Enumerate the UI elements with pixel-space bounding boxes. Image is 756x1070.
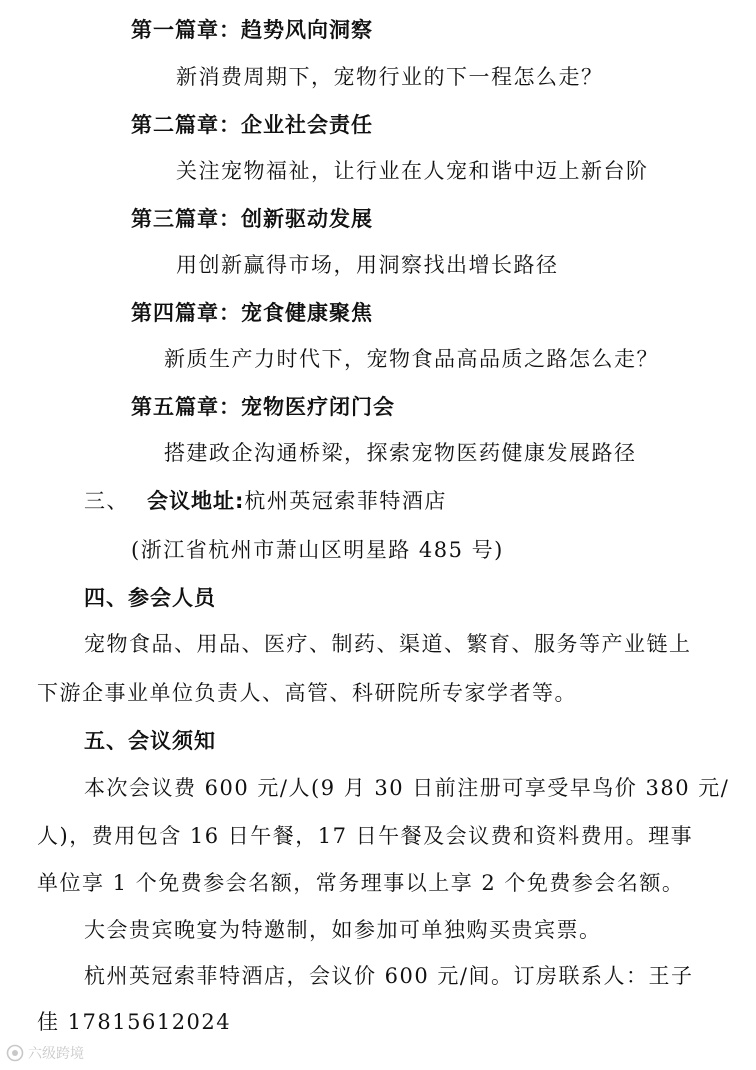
chapter-4-title: 第四篇章：宠食健康聚焦 (131, 301, 373, 325)
chapter-4-desc: 新质生产力时代下，宠物食品高品质之路怎么走？ (164, 347, 659, 371)
section-4-heading: 四、参会人员 (84, 586, 216, 610)
chapter-5-title: 第五篇章：宠物医疗闭门会 (131, 395, 395, 419)
venue-address: (浙江省杭州市萧山区明星路 485 号) (131, 538, 504, 562)
notice-line-1: 本次会议费 600 元/人(9 月 30 日前注册可享受早鸟价 380 元/ (84, 776, 730, 800)
notice-line-2: 人)，费用包含 16 日午餐，17 日午餐及会议费和资料费用。理事 (37, 824, 694, 848)
chapter-5-desc: 搭建政企沟通桥梁，探索宠物医药健康发展路径 (164, 441, 637, 465)
notice-line-3: 单位享 1 个免费参会名额，常务理事以上享 2 个免费参会名额。 (37, 871, 685, 895)
chapter-3-title: 第三篇章：创新驱动发展 (131, 207, 373, 231)
section-3-number: 三、 (84, 489, 129, 513)
chapter-2-desc: 关注宠物福祉，让行业在人宠和谐中迈上新台阶 (176, 159, 649, 183)
notice-line-4: 大会贵宾晚宴为特邀制，如参加可单独购买贵宾票。 (84, 918, 602, 942)
watermark (6, 1043, 84, 1063)
chapter-2-title: 第二篇章：企业社会责任 (131, 113, 373, 137)
watermark-text: 六级跨境 (28, 1046, 84, 1062)
venue-name: 杭州英冠索菲特酒店 (244, 489, 447, 513)
attendees-line-2: 下游企事业单位负责人、高管、科研院所专家学者等。 (37, 681, 577, 705)
chapter-3-desc: 用创新赢得市场，用洞察找出增长路径 (176, 253, 559, 277)
notice-line-5: 杭州英冠索菲特酒店，会议价 600 元/间。订房联系人：王子 (84, 964, 694, 988)
section-5-heading: 五、会议须知 (84, 729, 216, 753)
attendees-line-1: 宠物食品、用品、医疗、制药、渠道、繁育、服务等产业链上 (84, 632, 692, 656)
venue-label: 会议地址: (147, 489, 245, 513)
watermark-logo-icon (6, 1044, 24, 1062)
chapter-1-title: 第一篇章：趋势风向洞察 (131, 18, 373, 42)
venue-line (84, 491, 447, 512)
notice-line-6: 佳 17815612024 (37, 1010, 232, 1034)
chapter-1-desc: 新消费周期下，宠物行业的下一程怎么走？ (176, 65, 604, 89)
